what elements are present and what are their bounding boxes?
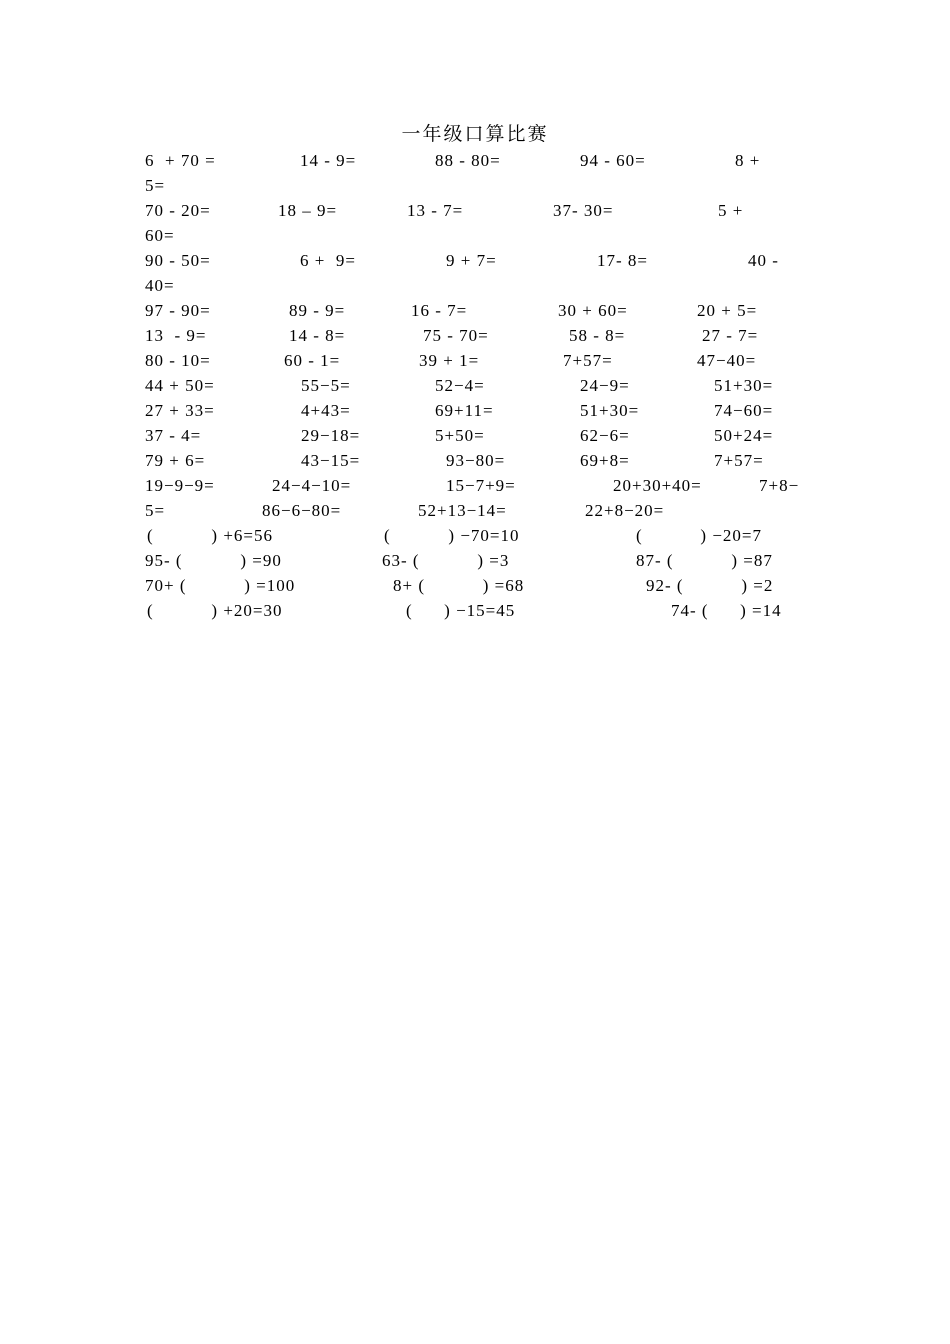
math-problem: 80 - 10=: [145, 351, 211, 370]
math-problem: 60=: [145, 226, 175, 245]
math-problem: 90 - 50=: [145, 251, 211, 270]
math-problem: 52+13−14=: [418, 501, 507, 520]
math-problem: 69+11=: [435, 401, 494, 420]
math-problem: 5=: [145, 501, 166, 520]
math-problem: 70 - 20=: [145, 201, 211, 220]
math-problem: 13 - 9=: [145, 326, 207, 345]
problem-row: [0, 298, 950, 323]
problem-row: [0, 248, 950, 273]
math-problem: 47−40=: [697, 351, 757, 370]
problem-row: [0, 323, 950, 348]
math-problem: 24−4−10=: [272, 476, 352, 495]
math-problem: 6 + 9=: [300, 251, 356, 270]
math-problem: 16 - 7=: [411, 301, 468, 320]
math-problem: 95- ( ) =90: [145, 551, 282, 570]
math-problem: 13 - 7=: [407, 201, 464, 220]
problem-row: [0, 223, 950, 248]
math-problem: 29−18=: [301, 426, 361, 445]
math-problem: 79 + 6=: [145, 451, 206, 470]
math-problem: 75 - 70=: [423, 326, 489, 345]
math-problem: 39 + 1=: [419, 351, 480, 370]
math-problem: ( ) −70=10: [384, 526, 520, 545]
math-problem: 40=: [145, 276, 175, 295]
math-problem: 43−15=: [301, 451, 361, 470]
math-problem: 62−6=: [580, 426, 630, 445]
math-problem: 18 – 9=: [278, 201, 338, 220]
math-problem: 44 + 50=: [145, 376, 215, 395]
math-problem: 74- ( ) =14: [671, 601, 782, 620]
math-problem: 14 - 9=: [300, 151, 357, 170]
math-problem: 74−60=: [714, 401, 774, 420]
math-problem: 15−7+9=: [446, 476, 516, 495]
problem-row: [0, 373, 950, 398]
math-problem: 8+ ( ) =68: [393, 576, 525, 595]
problem-row: [0, 598, 950, 623]
problem-row: [0, 348, 950, 373]
math-problem: 19−9−9=: [145, 476, 215, 495]
math-problem: 5=: [145, 176, 166, 195]
problem-row: [0, 548, 950, 573]
math-problem: 55−5=: [301, 376, 351, 395]
math-problem: 22+8−20=: [585, 501, 665, 520]
math-problem: 87- ( ) =87: [636, 551, 773, 570]
math-problem: 7+57=: [563, 351, 613, 370]
math-problem: 50+24=: [714, 426, 774, 445]
math-problem: 6 + 70 =: [145, 151, 216, 170]
math-problem: ( ) +6=56: [147, 526, 273, 545]
problem-row: [0, 573, 950, 598]
math-problem: 88 - 80=: [435, 151, 501, 170]
math-problem: 70+ ( ) =100: [145, 576, 296, 595]
math-problem: 93−80=: [446, 451, 506, 470]
math-problem: 20+30+40=: [613, 476, 702, 495]
math-problem: 30 + 60=: [558, 301, 628, 320]
math-problem: 7+8−: [759, 476, 800, 495]
math-problem: 9 + 7=: [446, 251, 497, 270]
math-problem: 27 - 7=: [702, 326, 759, 345]
math-problem: 89 - 9=: [289, 301, 346, 320]
math-problem: 8 +: [735, 151, 761, 170]
math-problem: 20 + 5=: [697, 301, 758, 320]
math-problem: 94 - 60=: [580, 151, 646, 170]
math-problem: ( ) −15=45: [406, 601, 516, 620]
problem-row: [0, 473, 950, 498]
math-problem: 92- ( ) =2: [646, 576, 774, 595]
math-problem: 97 - 90=: [145, 301, 211, 320]
math-problem: 4+43=: [301, 401, 351, 420]
math-problem: 60 - 1=: [284, 351, 341, 370]
worksheet-title: 一年级口算比赛: [401, 123, 549, 145]
math-problem: 7+57=: [714, 451, 764, 470]
math-problem: 51+30=: [580, 401, 640, 420]
math-problem: 5+50=: [435, 426, 485, 445]
math-problem: 51+30=: [714, 376, 774, 395]
math-problem: 37 - 4=: [145, 426, 202, 445]
problem-row: [0, 398, 950, 423]
math-problem: 69+8=: [580, 451, 630, 470]
math-problem: 52−4=: [435, 376, 485, 395]
math-problem: 40 -: [748, 251, 779, 270]
math-problem: ( ) +20=30: [147, 601, 283, 620]
problem-row: [0, 173, 950, 198]
math-problem: 14 - 8=: [289, 326, 346, 345]
math-problem: 5 +: [718, 201, 744, 220]
math-problem: 27 + 33=: [145, 401, 215, 420]
problem-row: [0, 448, 950, 473]
problem-row: [0, 523, 950, 548]
math-problem: 86−6−80=: [262, 501, 342, 520]
problem-row: [0, 148, 950, 173]
math-problem: 37- 30=: [553, 201, 614, 220]
problem-row: [0, 273, 950, 298]
problem-row: [0, 498, 950, 523]
problem-row: [0, 423, 950, 448]
math-problem: 58 - 8=: [569, 326, 626, 345]
math-problem: ( ) −20=7: [636, 526, 762, 545]
math-problem: 17- 8=: [597, 251, 648, 270]
math-problem: 24−9=: [580, 376, 630, 395]
math-problem: 63- ( ) =3: [382, 551, 510, 570]
problem-row: [0, 198, 950, 223]
